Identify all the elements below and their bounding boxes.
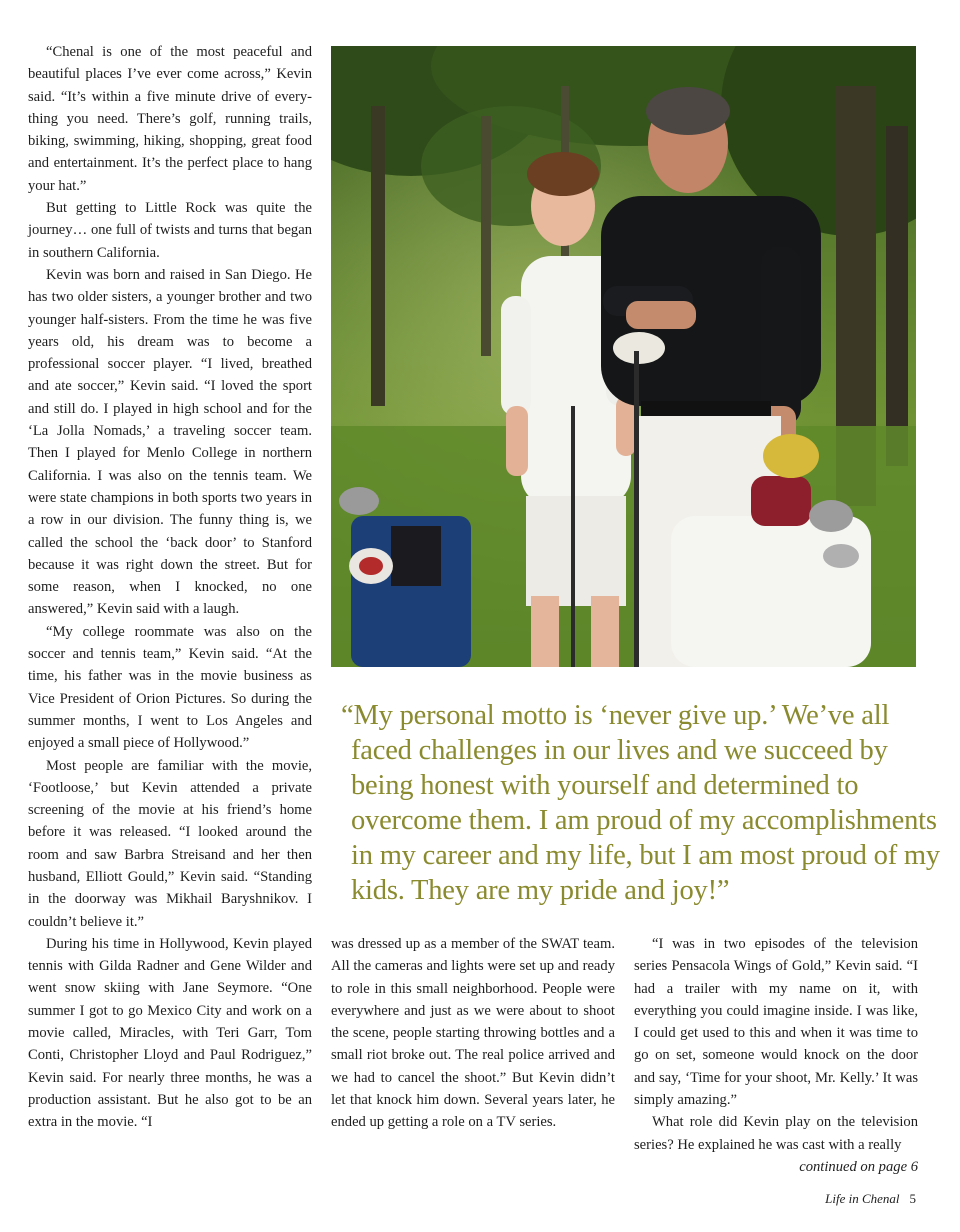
paragraph: But getting to Little Rock was quite the journey… one full of twists and turns that began in southern California. (28, 200, 312, 261)
paragraph: What role did Kevin play on the television series? He explained he was cast with a really (634, 1114, 918, 1153)
paragraph: was dressed up as a member of the SWAT team. All the cameras and lights were set up and ready to role in this small neighborhood. People were everywhere and just as we were about to shoot the scene, people starting throwing bottles and a small riot broke out. The real police arrived and we had to cancel the shoot.” But Kevin didn’t let that knock him down. Several years later, he ended up getting a role on a TV series. (331, 936, 615, 1131)
publication-name: Life in Chenal (825, 1191, 900, 1206)
pull-quote: “My personal motto is ‘never give up.’ We’ve all faced challenges in our lives and we succeed by being honest with yourself and determined to overcome them. I am proud of my accomplishments in my career and my life, but I am most proud of my kids. They are my pride and joy!” (341, 700, 940, 906)
paragraph: “Chenal is one of the most peaceful and beautiful places I’ve ever come across,” Kevin said. “It’s within a five minute drive of everything you need. There’s golf, running trails, biking, swimming, hiking, shopping, great food and entertainment. It’s the perfect place to hang your hat.” (28, 44, 312, 194)
paragraph: “I was in two episodes of the television series Pensacola Wings of Gold,” Kevin said. “I had a trailer with my name on it, with everything you could imagine inside. I was like, I could get used to this and when it was time to go on set, someone would knock on the door and say, ‘Time for your shoot, Mr. Kelly.’ It was simply amazing.” (634, 936, 918, 1109)
paragraph: Most people are familiar with the movie, ‘Footloose,’ but Kevin attended a private screening of the movie at his friend’s home before it was released. “I looked around the room and saw Barbra Streisand and her then husband, Elliott Gould,” Kevin said. “Standing in the doorway was Mikhail Baryshnikov. I couldn’t believe it.” (28, 757, 312, 930)
golf-portrait-photo (331, 46, 916, 667)
page-number: 5 (909, 1191, 916, 1206)
article-column-left (28, 41, 312, 1134)
article-column-right (634, 933, 918, 1178)
paragraph: “My college roommate was also on the soccer and tennis team,” Kevin said. “At the time, his father was in the movie business as Vice President of Orion Pictures. So during the summer months, I went to Los Angeles and enjoyed a small piece of Hollywood.” (28, 623, 312, 752)
paragraph: Kevin was born and raised in San Diego. He has two older sisters, a younger brother and two younger half-sisters. From the time he was five years old, his dream was to become a professional soccer player. “I lived, breathed and ate soccer,” Kevin said. “I loved the sport and still do. I played in high school and for the ‘La Jolla Nomads,’ a traveling soccer team. Then I played for Menlo College in northern California. I was also on the tennis team. We were state champions in both sports two years in a row in our division. The funny thing is, we called the school the ‘back door’ to Stanford because it was right down the street. But for some reason, when I knocked, no one answered,” Kevin said with a laugh. (28, 266, 312, 618)
continued-note: continued on page 6 (799, 1158, 918, 1175)
page-footer (825, 1191, 916, 1207)
article-column-middle (331, 933, 615, 1134)
paragraph: During his time in Hollywood, Kevin played tennis with Gilda Radner and Gene Wilder and went snow skiing with Jane Seymore. “One summer I got to go Mexico City and work on a movie called, Miracles, with Teri Garr, Tom Conti, Christopher Lloyd and Paul Rodriguez,” Kevin said. For nearly three months, he was a production assistant. But he also got to be an extra in the movie. “I (28, 935, 312, 1131)
